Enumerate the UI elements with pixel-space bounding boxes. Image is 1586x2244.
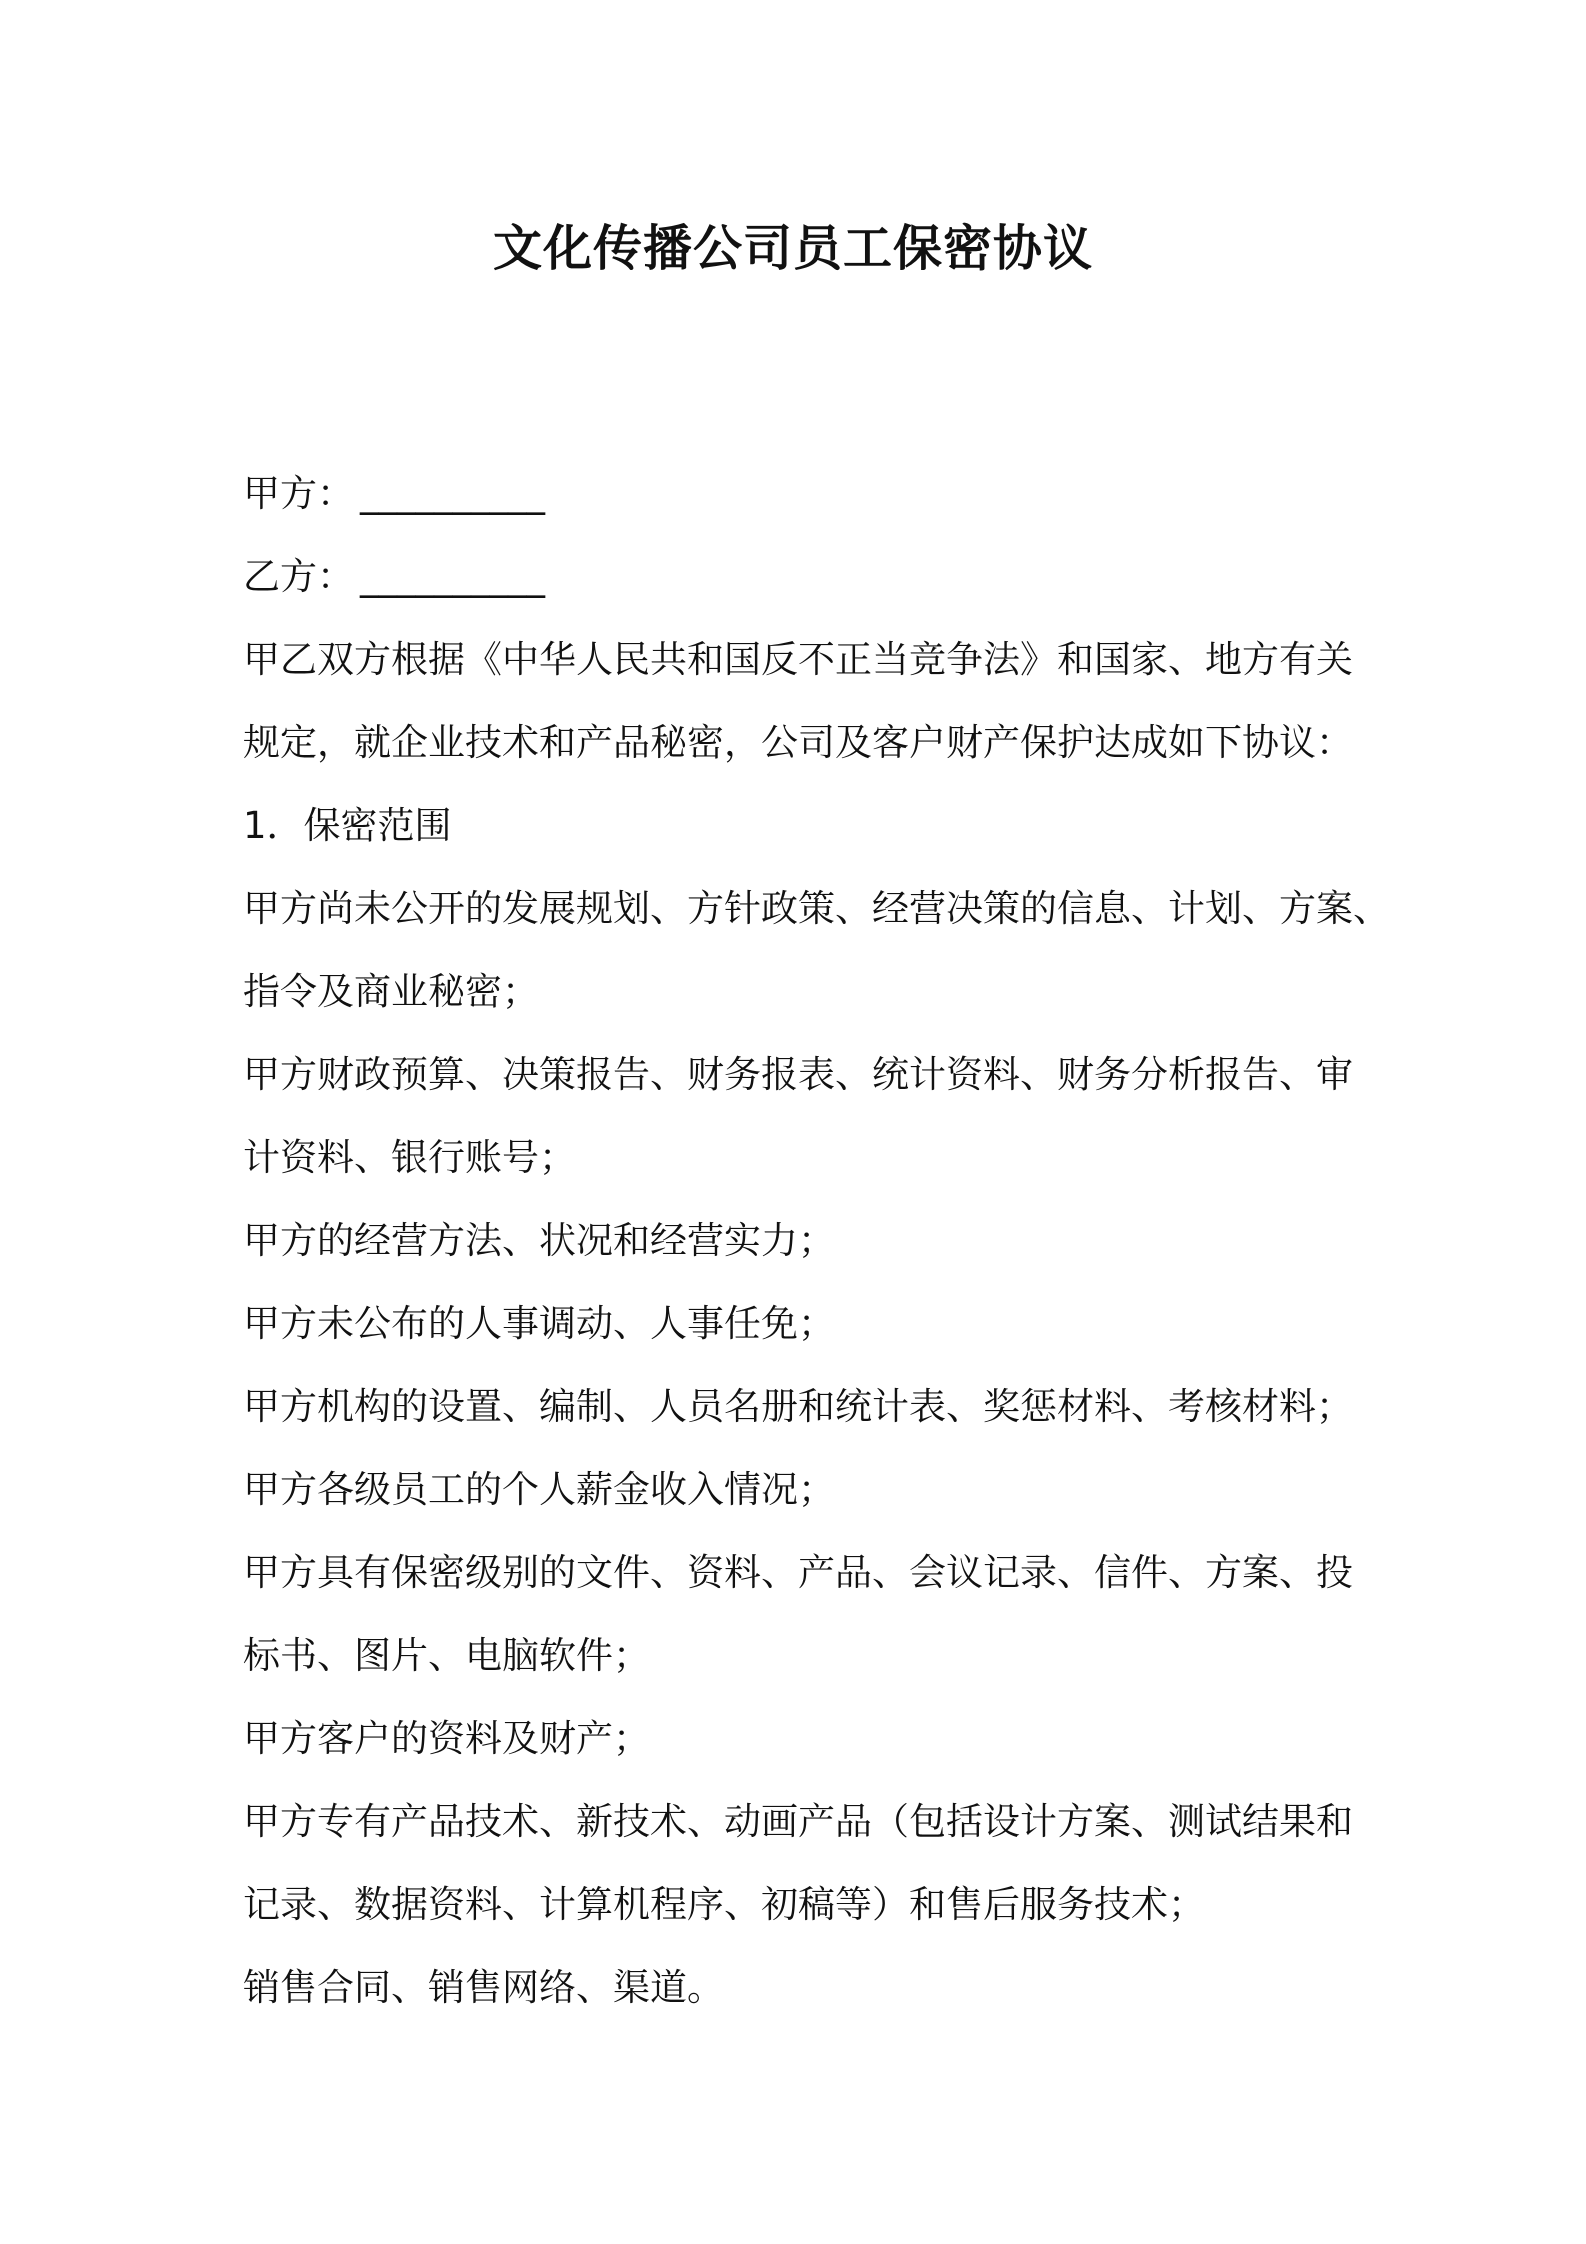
document-body [243,452,1390,2029]
party-b-blank: __________ [360,555,545,598]
intro-line: 甲乙双方根据《中华人民共和国反不正当竞争法》和国家、地方有关 [243,638,1353,681]
party-b-line [243,535,1358,618]
clause-line: 指令及商业秘密； [243,970,539,1013]
document-title: 文化传播公司员工保密协议 [492,220,1093,277]
clause-line: 标书、图片、电脑软件； [243,1634,650,1677]
clause-line: 销售合同、销售网络、渠道。 [243,1966,724,2009]
clause-line: 记录、数据资料、计算机程序、初稿等）和售后服务技术； [243,1883,1205,1926]
party-a-line [243,452,1358,535]
clause-line: 甲方未公布的人事调动、人事任免； [243,1302,835,1345]
clause-line: 甲方专有产品技术、新技术、动画产品（包括设计方案、测试结果和 [243,1800,1353,1843]
clause-line: 甲方客户的资料及财产； [243,1717,650,1760]
clause-line: 计资料、银行账号； [243,1136,576,1179]
party-b-label: 乙方： [243,555,354,598]
section-heading: 1．保密范围 [243,804,452,847]
clause-line: 甲方的经营方法、状况和经营实力； [243,1219,835,1262]
clause-line: 甲方尚未公开的发展规划、方针政策、经营决策的信息、计划、方案、 [243,887,1390,930]
intro-line: 规定，就企业技术和产品秘密，公司及客户财产保护达成如下协议： [243,721,1353,764]
party-a-blank: __________ [360,472,545,515]
clause-line: 甲方机构的设置、编制、人员名册和统计表、奖惩材料、考核材料； [243,1385,1353,1428]
clause-line: 甲方财政预算、决策报告、财务报表、统计资料、财务分析报告、审 [243,1053,1353,1096]
party-a-label: 甲方： [243,472,354,515]
clause-line: 甲方具有保密级别的文件、资料、产品、会议记录、信件、方案、投 [243,1551,1353,1594]
clause-line: 甲方各级员工的个人薪金收入情况； [243,1468,835,1511]
